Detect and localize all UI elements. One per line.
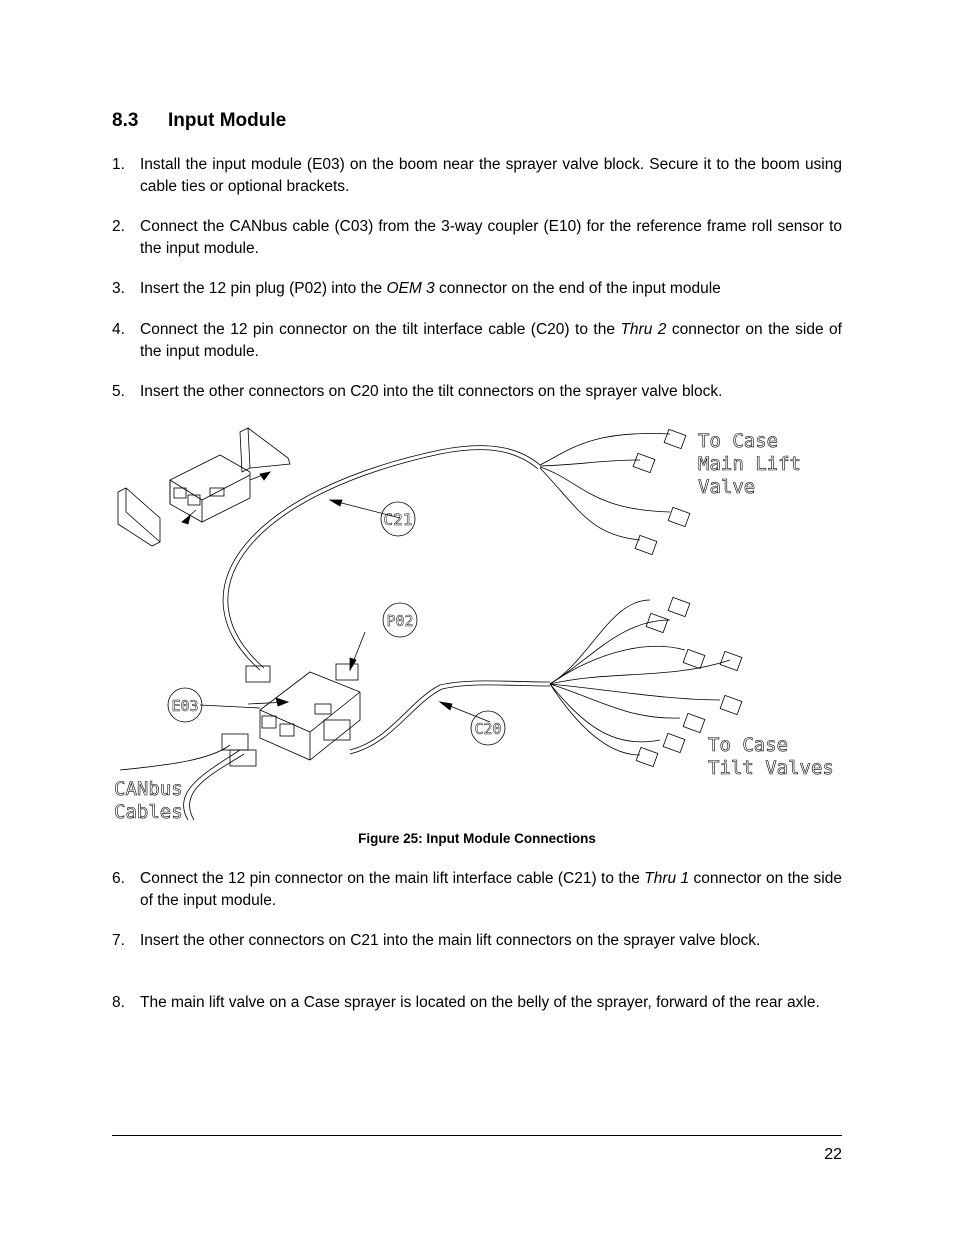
step-text: Connect the CANbus cable (C03) from the 3-way coupler (E10) for the reference frame roll sensor to the input module. <box>140 218 842 257</box>
step-5 <box>112 381 842 403</box>
section-title: Input Module <box>168 110 287 131</box>
svg-text:To Case: To Case <box>698 430 779 452</box>
connector-name: Thru 1 <box>644 870 690 887</box>
connector-name: OEM 3 <box>386 280 435 297</box>
svg-text:CANbus: CANbus <box>114 778 183 800</box>
step-number: 4. <box>112 321 125 338</box>
label-canbus-cables <box>114 778 183 823</box>
step-number: 7. <box>112 932 125 949</box>
step-1 <box>112 154 842 197</box>
step-text: Connect the 12 pin connector on the tilt interface cable (C20) to the Thru 2 connector on the side of the input module. <box>140 321 842 360</box>
step-number: 3. <box>112 280 125 297</box>
page-number: 22 <box>824 1146 842 1163</box>
step-8 <box>112 992 842 1014</box>
step-text: The main lift valve on a Case sprayer is located on the belly of the sprayer, forward of the rear axle. <box>140 994 820 1011</box>
svg-text:P02: P02 <box>386 612 414 630</box>
step-6 <box>112 868 842 911</box>
callout-e03 <box>168 688 202 722</box>
figure-caption: Figure 25: Input Module Connections <box>358 831 596 846</box>
svg-text:E03: E03 <box>171 697 199 715</box>
svg-text:Cables: Cables <box>114 801 183 823</box>
step-text: Insert the other connectors on C20 into the tilt connectors on the sprayer valve block. <box>140 383 723 400</box>
svg-text:Main Lift: Main Lift <box>698 453 801 475</box>
step-text: Install the input module (E03) on the boom near the sprayer valve block. Secure it to the boom using cable ties or optional brackets. <box>140 156 842 195</box>
svg-text:Valve: Valve <box>698 476 756 498</box>
step-number: 6. <box>112 870 125 887</box>
input-module-figure <box>110 420 845 825</box>
svg-text:C21: C21 <box>383 510 413 529</box>
step-4 <box>112 319 842 362</box>
svg-text:C20: C20 <box>474 720 502 738</box>
label-tilt-valves <box>708 734 834 779</box>
svg-text:Tilt Valves: Tilt Valves <box>708 757 834 779</box>
label-main-lift <box>698 430 801 498</box>
footer-rule <box>112 1135 842 1136</box>
wiring-diagram <box>110 420 845 825</box>
section-heading <box>112 110 286 132</box>
step-text: Insert the 12 pin plug (P02) into the OEM 3 connector on the end of the input module <box>140 280 721 297</box>
step-number: 8. <box>112 994 125 1011</box>
step-7 <box>112 930 842 952</box>
module-bracket-exploded <box>118 428 290 546</box>
step-number: 2. <box>112 218 125 235</box>
section-number: 8.3 <box>112 110 139 131</box>
connector-name: Thru 2 <box>620 321 667 338</box>
step-3 <box>112 278 842 300</box>
step-number: 1. <box>112 156 125 173</box>
step-number: 5. <box>112 383 125 400</box>
step-text: Insert the other connectors on C21 into the main lift connectors on the sprayer valve block. <box>140 932 761 949</box>
step-2 <box>112 216 842 259</box>
callout-c20 <box>471 711 505 745</box>
step-text: Connect the 12 pin connector on the main lift interface cable (C21) to the Thru 1 connector on the side of the input module. <box>140 870 842 909</box>
callout-c21 <box>381 502 415 536</box>
callout-p02 <box>383 603 417 637</box>
cable-c21 <box>223 429 690 670</box>
svg-text:To Case: To Case <box>708 734 789 756</box>
